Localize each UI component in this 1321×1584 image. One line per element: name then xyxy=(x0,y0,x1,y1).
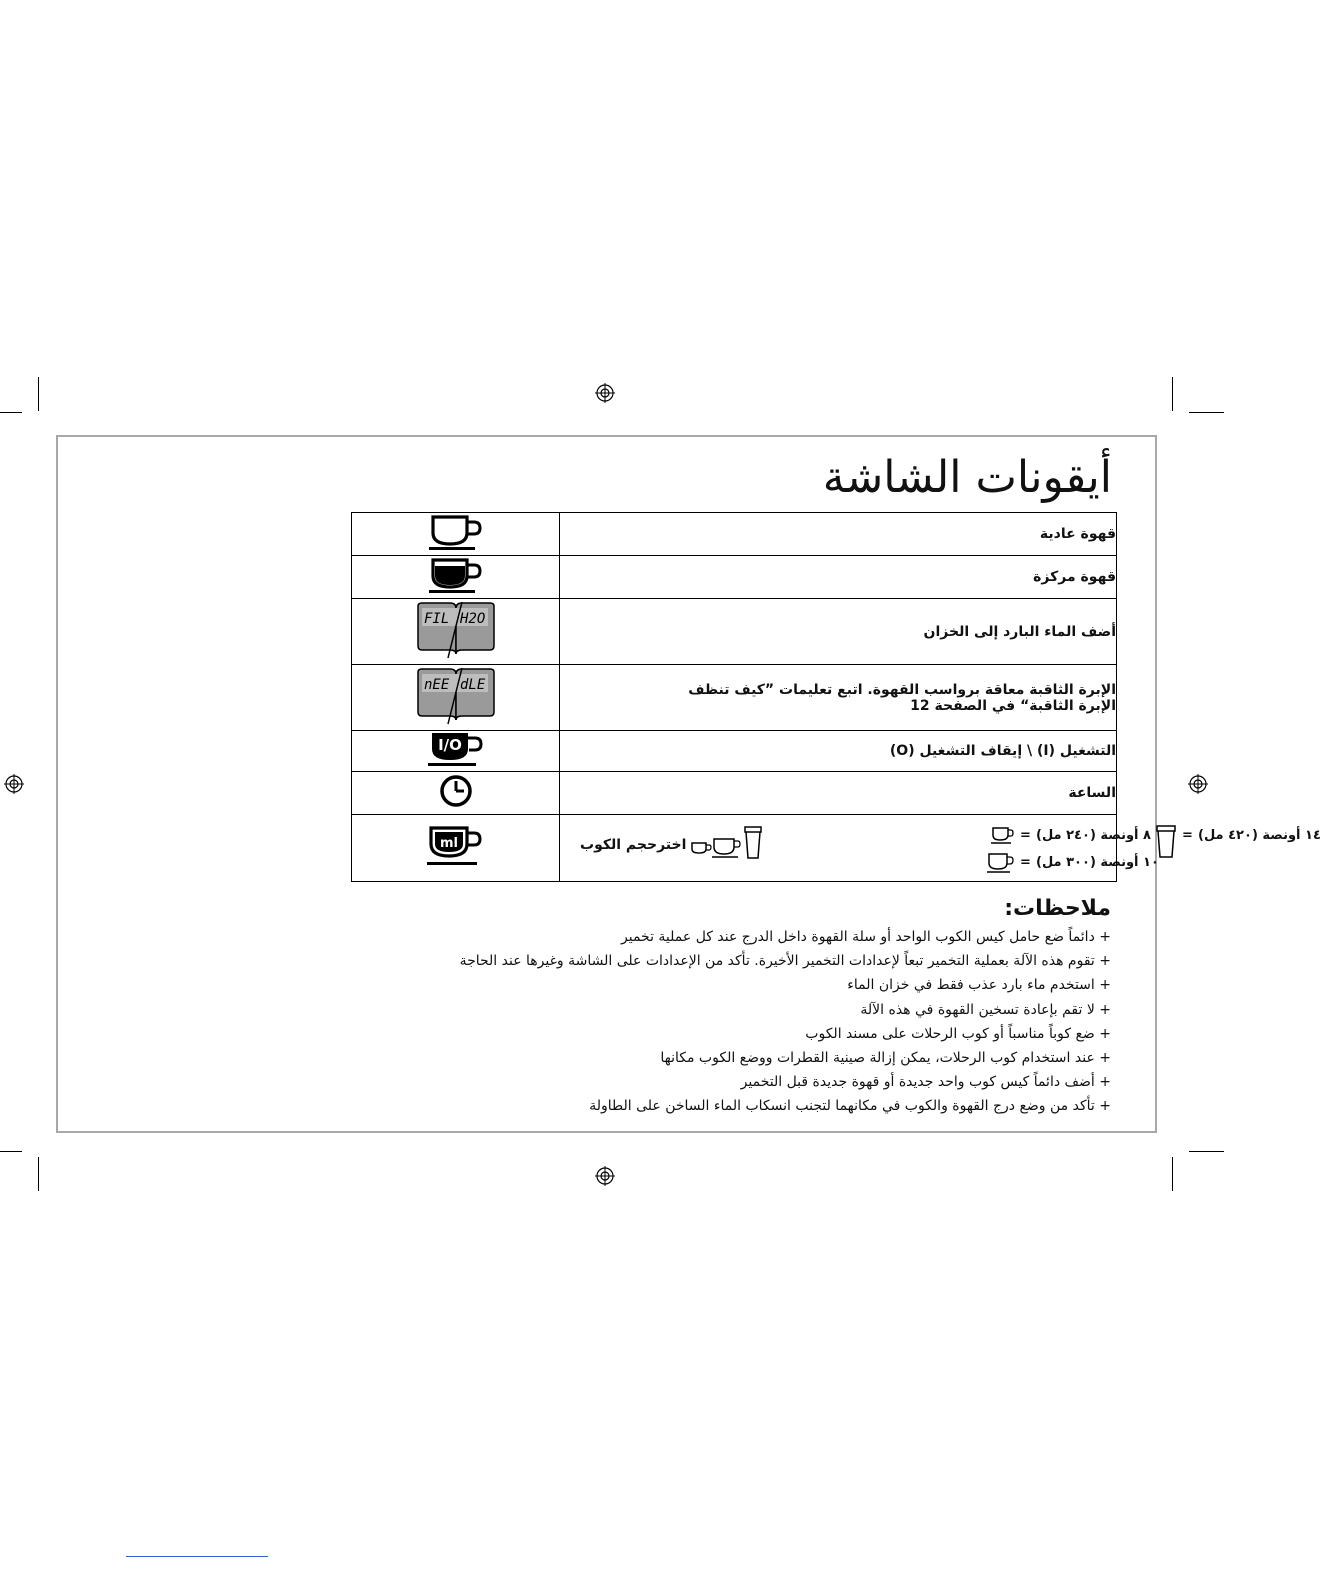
clock-icon xyxy=(438,773,474,809)
registration-mark-icon xyxy=(595,1166,615,1186)
registration-mark-icon xyxy=(1188,774,1208,794)
lcd-needle-icon xyxy=(414,666,498,726)
coffee-cup-regular-icon xyxy=(427,513,485,551)
icon-cell xyxy=(352,599,560,665)
note-item: + عند استخدام كوب الرحلات، يمكن إزالة صينية القطرات ووضع الكوب مكانها xyxy=(460,1046,1111,1070)
coffee-cup-strong-icon xyxy=(427,556,485,594)
notes-section xyxy=(460,896,1111,1119)
note-item: + ضع كوباً مناسباً أو كوب الرحلات على مسند الكوب xyxy=(460,1022,1111,1046)
icon-cell xyxy=(352,513,560,556)
table-row xyxy=(352,513,1117,556)
icon-cell xyxy=(352,556,560,599)
power-cup-icon xyxy=(426,731,486,767)
equals-sign: = xyxy=(1020,828,1031,843)
row-label: أضف الماء البارد إلى الخزان xyxy=(560,599,1117,665)
lcd-fil-h2o-icon xyxy=(414,600,498,660)
medium-cup-icon xyxy=(986,851,1016,875)
note-item: + استخدم ماء بارد عذب فقط في خزان الماء xyxy=(460,973,1111,997)
crop-mark xyxy=(38,1157,39,1191)
cup-sizes-group-icon xyxy=(690,825,766,861)
icon-cell xyxy=(352,772,560,815)
cup-size-cell xyxy=(560,815,1321,882)
note-item: + أضف دائماً كيس كوب واحد جديدة أو قهوة جديدة قبل التخمير xyxy=(460,1070,1111,1094)
notes-heading: ملاحظات: xyxy=(1004,896,1111,921)
row-label: قهوة مركزة xyxy=(560,556,1117,599)
icon-cell xyxy=(352,731,560,772)
note-item: + لا تقم بإعادة تسخين القهوة في هذه الآلة xyxy=(460,998,1111,1022)
lcd-right-text: H2O xyxy=(459,610,485,627)
table-row xyxy=(352,556,1117,599)
travel-mug-icon xyxy=(1155,823,1177,859)
lcd-left-text: FIL xyxy=(423,610,449,627)
icon-cell xyxy=(352,665,560,731)
small-cup-icon xyxy=(990,825,1016,845)
table-row xyxy=(352,665,1117,731)
icon-cell xyxy=(352,815,560,882)
size-14-label: ١٤ أونصة (٤٢٠ مل) xyxy=(1198,828,1321,843)
registration-mark-icon xyxy=(595,383,615,403)
crop-mark xyxy=(1189,1151,1224,1152)
crop-mark xyxy=(1189,412,1224,413)
lcd-right-text: dLE xyxy=(459,676,485,693)
crop-mark xyxy=(0,412,22,413)
row-label-line: الإبرة الثاقبة“ في الصفحة 12 xyxy=(910,697,1116,714)
row-label-line: الإبرة الثاقبة معاقة برواسب القهوة. اتبع تعليمات ”كيف تنظف xyxy=(688,681,1116,698)
ml-cup-icon xyxy=(425,824,487,868)
equals-sign: = xyxy=(1020,855,1031,870)
note-item: + تأكد من وضع درج القهوة والكوب في مكانهما لتجنب انسكاب الماء الساخن على الطاولة xyxy=(460,1094,1111,1118)
table-row xyxy=(352,731,1117,772)
registration-mark-icon xyxy=(4,774,24,794)
notes-list xyxy=(460,925,1111,1119)
table-row xyxy=(352,815,1117,882)
table-row xyxy=(352,599,1117,665)
row-label: الساعة xyxy=(560,772,1117,815)
lcd-left-text: nEE xyxy=(423,676,449,693)
size-10-label: ١٠ أونصة (٣٠٠ مل) xyxy=(1036,855,1159,870)
table-row xyxy=(352,772,1117,815)
crop-mark xyxy=(38,377,39,411)
icons-table xyxy=(351,512,1321,882)
page-title: أيقونات الشاشة xyxy=(822,452,1112,503)
crop-mark xyxy=(0,1151,22,1152)
crop-mark xyxy=(1172,1157,1173,1191)
crop-mark xyxy=(1172,377,1173,411)
row-label: قهوة عادية xyxy=(560,513,1117,556)
footer-line xyxy=(126,1556,268,1557)
note-item: + تقوم هذه الآلة بعملية التخمير تبعاً لإعدادات التخمير الأخيرة. تأكد من الإعدادات على الشاشة وغيرها عند الحاجة xyxy=(460,949,1111,973)
power-text: I/O xyxy=(437,736,462,754)
row-label xyxy=(560,665,1117,731)
choose-size-label: اخترحجم الكوب xyxy=(580,837,687,853)
ml-text: ml xyxy=(439,836,458,851)
equals-sign: = xyxy=(1182,828,1193,843)
note-item: + دائماً ضع حامل كيس الكوب الواحد أو سلة القهوة داخل الدرج عند كل عملية تخمير xyxy=(460,925,1111,949)
row-label: التشغيل (I) \ إيقاف التشغيل (O) xyxy=(560,731,1117,772)
size-8-label: ٨ أونصة (٢٤٠ مل) xyxy=(1036,828,1151,843)
